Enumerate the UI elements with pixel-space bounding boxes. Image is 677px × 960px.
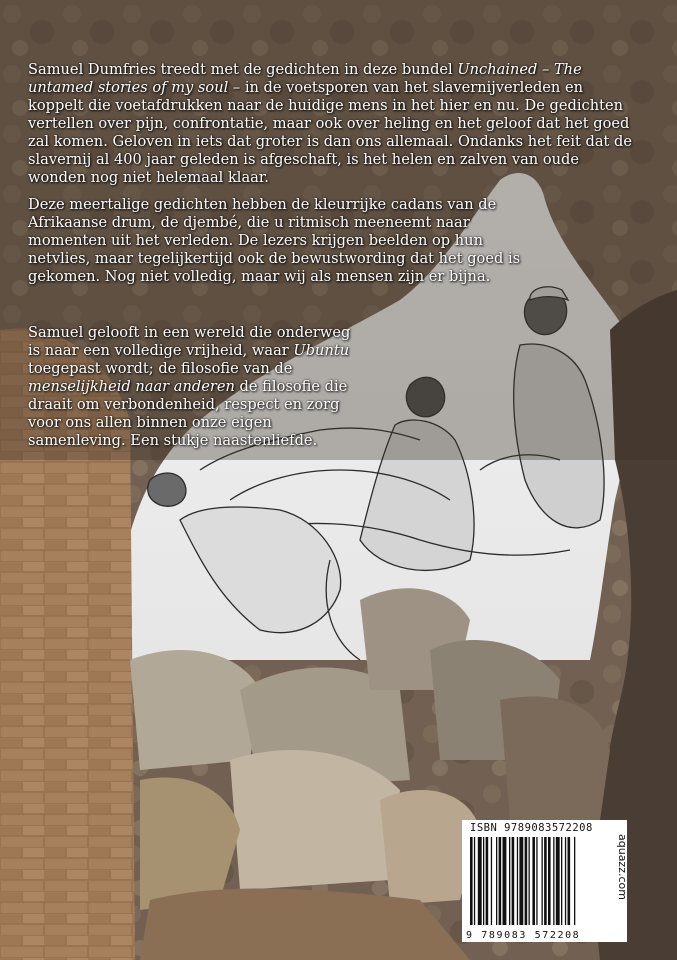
barcode-bar	[499, 837, 502, 925]
barcode-bar	[544, 837, 547, 925]
barcode-bar	[486, 837, 489, 925]
barcode-bar	[532, 837, 535, 925]
barcode-bar	[556, 837, 560, 925]
barcode-bar	[565, 837, 566, 925]
barcode-bar	[529, 837, 530, 925]
barcode-bar	[474, 837, 475, 925]
publisher-website: aquazz.com	[616, 834, 629, 900]
barcode-bar	[561, 837, 562, 925]
barcode-bar	[525, 837, 528, 925]
philosophy-phrase-italic: menselijkheid naar anderen	[28, 378, 235, 395]
barcode-bar	[553, 837, 554, 925]
barcode-bar	[574, 837, 575, 925]
barcode-bars	[470, 837, 610, 925]
barcode-bar	[503, 837, 507, 925]
barcode-bar	[568, 837, 571, 925]
blurb-paragraph-2: Deze meertalige gedichten hebben de kleurrijke cadans van de Afrikaanse drum, de djembé, die u ritmisch meeneemt naar momenten uit het verleden. De lezers krijgen beelden op hun netvlies, maar tegelijkertijd ook de bewustwording dat het goed is gekomen. Nog niet volledig, maar wij als mensen zijn er bijna.	[28, 196, 521, 285]
isbn-digits: 9 789083 572208	[466, 930, 581, 941]
barcode-bar	[512, 837, 515, 925]
blurb-paragraph-3: Samuel gelooft in een wereld die onderweg is naar een volledige vrijheid, waar Ubuntu toegepast wordt; de filosofie van de menselijkheid naar anderen de filosofie die draait om verbondenheid, respect en zorg voor ons allen binnen onze eigen samenleving. Een stukje naastenliefde.	[28, 324, 351, 449]
book-title-italic: Unchained – The untamed stories of my soul	[28, 61, 582, 96]
barcode-bar	[536, 837, 537, 925]
barcode-bar	[509, 837, 510, 925]
barcode-bar	[517, 837, 518, 925]
blurb-paragraph-1: Samuel Dumfries treedt met de gedichten in deze bundel Unchained – The untamed stories of my soul – in de voetsporen van het slavernijverleden en koppelt die voetafdrukken naar de huidige mens in het hier en nu. De gedichten vertellen over pijn, confrontatie, maar ook over heling en het geloof dat het goed zal komen. Geloven in iets dat groter is dan ons allemaal. Ondanks het feit dat de slavernij al 400 jaar geleden is afgeschaft, is het helen en zalven van oude wonden nog niet helemaal klaar.	[28, 61, 633, 186]
barcode-bar	[548, 837, 551, 925]
barcode-bar	[483, 837, 484, 925]
isbn-barcode-box	[462, 820, 627, 942]
barcode-bar	[478, 837, 482, 925]
barcode-bar	[542, 837, 543, 925]
barcode-bar	[519, 837, 523, 925]
barcode-bar	[496, 837, 497, 925]
barcode-bar	[491, 837, 492, 925]
barcode-bar	[470, 837, 473, 925]
isbn-label: ISBN 9789083572208	[470, 822, 593, 834]
ubuntu-italic: Ubuntu	[293, 342, 350, 359]
